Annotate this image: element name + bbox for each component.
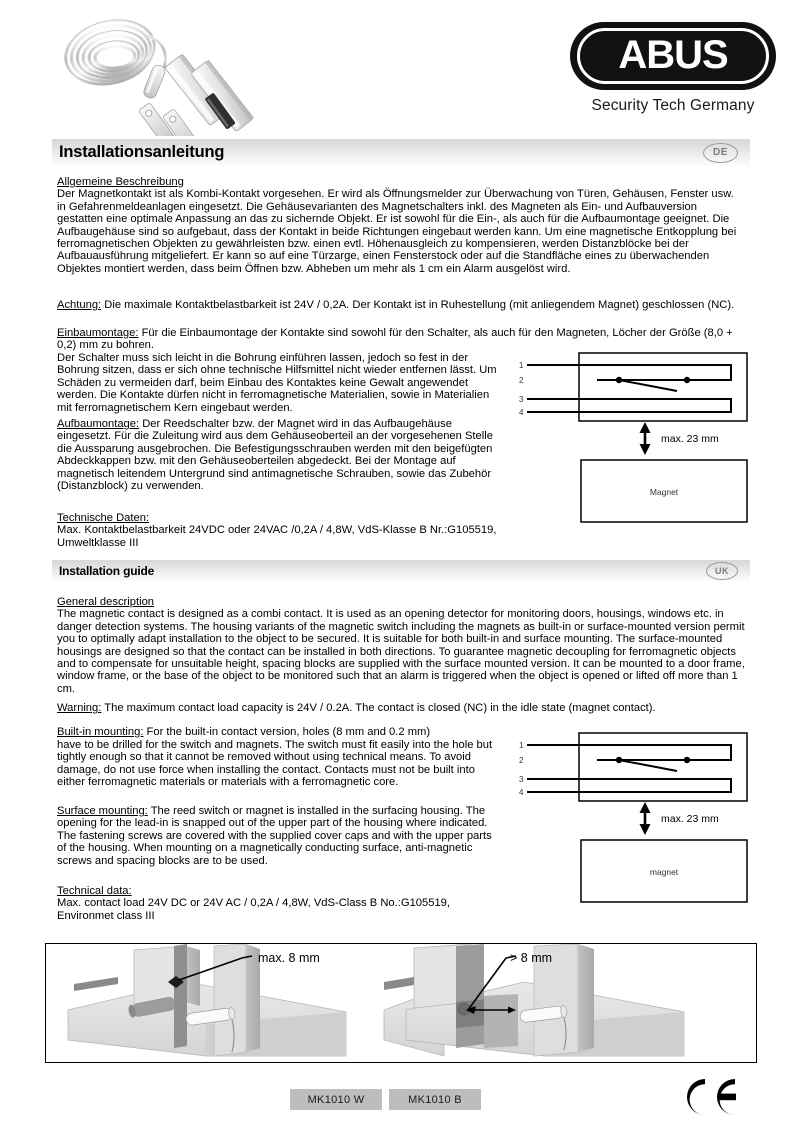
wiring-diagram-uk-graphic [505,728,757,908]
language-badge-de: DE [703,143,738,163]
uk-general-body: The magnetic contact is designed as a combi contact. It is used as an opening detector for monitoring doors, housings, windows etc. in danger detection systems. The housing variants of the magnetic switch including the magnets as built-in or surface-mounted version permit you to optimally adapt installation to the object to be secured. It is suitable for both built-in and surface mounting. The surface-mounted housings are designed so that the contact can be installed in both directions. To guarantee magnetic decoupling for ferromagnetic objects and to compensate for unsuitable height, spacing blocks are supplied with the surface mounted version. It can be mounted to a door frame, window frame, or the base of the object to be monitored such that an alarm is triggered when the object is opened or lifted off more than 1 cm. [57,608,745,695]
de-builtin-body: Für die Einbaumontage der Kontakte sind sowohl für den Schalter, als auch für den Magneten, Löcher der Größe (8,0 + 0,2) mm zu bohren. [57,327,733,352]
abus-logo-wordmark: ABUS [618,32,728,77]
de-warning-block [57,299,745,311]
uk-tech-body: Max. contact load 24V DC or 24V AC / 0,2A / 4,8W, VdS-Class B No.:G105519, Environmet class III [57,897,451,922]
de-general-body: Der Magnetkontakt ist als Kombi-Kontakt vorgesehen. Er wird als Öffnungsmelder zur Überwachung von Türen, Gehäusen, Fenster usw. in Gefahrenmeldeanlagen eingesetzt. Die Gehäusevarianten des Magnetschalters inkl. des Magneten als Ein- und Aufbauversion gestatten eine optimale Anpassung an das zu sichernde Objekt. Er ist sowohl für die Ein-, als auch für die Aufbaumontage geeignet. Die Aufbaugehäuse sind so aufgebaut, dass der Kontakt in beide Richtungen eingebaut werden kann. Um eine magnetische Entkopplung bei ferromagnetischen Objekten zu gewährleisten bzw. einen evtl. Höhenausgleich zu kompensieren, werden Distanzblöcke bei der Aufbauausführung mitgeliefert. Er kann so auf eine Türzarge, einen Fensterstock oder auf die Standfläche eines zu überwachenden Objektes montiert werden, dass beim Öffnen bzw. Abheben um mehr als 1 cm ein Alarm ausgelöst wird. [57,188,737,275]
de-tech-label: Technische Daten: [57,512,150,524]
illustration-right-label: > 8 mm [510,951,553,965]
product-photo [48,8,298,136]
de-warning-body: Die maximale Kontaktbelastbarkeit ist 24V / 0,2A. Der Kontakt ist in Ruhestellung (mit anliegendem Magnet) geschlossen (NC). [101,299,735,311]
wiring-diagram-de-graphic [505,348,757,528]
terminal-label-2: 2 [519,756,524,765]
section-header-uk [52,560,750,581]
de-surface-block [57,418,502,492]
model-badge-white: MK1010 W [290,1089,382,1110]
de-heading-general: Allgemeine Beschreibung [57,176,184,188]
illustration-right [384,944,684,1056]
de-general-block [57,176,745,275]
terminal-label-3: 3 [519,395,524,404]
de-tech-body: Max. Kontaktbelastbarkeit 24VDC oder 24VAC /0,2A / 4,8W, VdS-Klasse B Nr.:G105519, Umweltklasse III [57,524,497,549]
de-builtin-body2: Der Schalter muss sich leicht in die Bohrung einführen lassen, jedoch so fest in der Bohrung sitzen, dass er sich ohne technische Hilfsmittel nicht wieder entfernen lässt. Um Schäden zu vermeiden darf, beim Einbau des Kontaktes keine Gewalt angewendet werden. Die Kontakte dürfen nicht in ferromagnetische Materialien, sowie in Materialien mit ferromagnetischem Kern eingebaut werden. [57,352,497,414]
uk-surface-body: The reed switch or magnet is installed in the surfacing housing. The opening for the lead-in is snapped out of the upper part of the housing where indicated. The fastening screws are covered with the supplied cover caps and with the upper parts of the housing. When mounting on a magnetically conducting surface, anti-magnetic screws and spacing blocks are to be used. [57,805,492,867]
illustration-left-label: max. 8 mm [258,951,320,965]
gap-label-de: max. 23 mm [661,433,719,445]
uk-surface-label: Surface mounting: [57,805,148,817]
uk-tech-label: Technical data: [57,885,132,897]
section-title-de: Installationsanleitung [59,143,225,161]
terminal-label-3: 3 [519,775,524,784]
terminal-label-1: 1 [519,741,524,750]
uk-warning-block [57,702,745,714]
uk-builtin-body: For the built-in contact version, holes (8 mm and 0.2 mm) [143,726,431,738]
model-badge-black: MK1010 B [389,1089,481,1110]
wiring-diagram-de [505,348,757,528]
terminal-label-2: 2 [519,376,524,385]
abus-logo-badge [570,22,776,90]
uk-builtin-label: Built-in mounting: [57,726,144,738]
uk-surface-block [57,805,502,867]
magnet-label-uk: magnet [649,867,679,877]
mounting-illustration-panel [45,943,757,1063]
section-title-uk: Installation guide [59,563,155,578]
terminal-label-1: 1 [519,361,524,370]
terminal-label-4: 4 [519,408,524,417]
mounting-illustration-graphic [46,944,756,1062]
uk-general-block [57,596,745,695]
gap-label-uk: max. 23 mm [661,813,719,825]
ce-mark-graphic [678,1075,740,1119]
illustration-left [68,944,346,1056]
de-warning-label: Achtung: [57,299,102,311]
uk-warning-label: Warning: [57,702,102,714]
uk-warning-body: The maximum contact load capacity is 24V / 0.2A. The contact is closed (NC) in the idle state (magnet contact). [101,702,656,714]
magnet-label-de: Magnet [649,487,679,497]
section-header-de [52,139,750,166]
uk-heading-general: General description [57,596,155,608]
uk-builtin-body2: have to be drilled for the switch and magnets. The switch must fit easily into the hole but tightly enough so that it cannot be removed without using technical means. To avoid damage, do not use force when installing the contact. Contacts must not be built into either ferromagnetic materials or materials with a ferromagnetic core. [57,739,493,789]
ce-mark [678,1075,740,1119]
abus-logo-tagline: Security Tech Germany [591,97,755,114]
de-surface-label: Aufbaumontage: [57,418,140,430]
de-surface-body: Der Reedschalter bzw. der Magnet wird in das Aufbaugehäuse eingesetzt. Für die Zuleitung wird aus dem Gehäuseoberteil an der vorgesehenen Stelle die Aussparung ausgebrochen. Die Befestigungsschrauben werden mit den beigefügten Abdeckkappen bzw. mit den Gehäuseoberteilen abgedeckt. Bei der Montage auf magnetisch leitendem Untergrund sind antimagnetische Schrauben, sowie das Zubehör (Distanzblock) zu verwenden. [57,418,493,493]
product-photo-graphic [48,8,298,136]
abus-logo [566,22,780,130]
language-badge-uk: UK [706,562,738,580]
de-tech-block [57,512,502,549]
terminal-label-4: 4 [519,788,524,797]
de-builtin-label: Einbaumontage: [57,327,139,339]
uk-tech-block [57,885,502,922]
wiring-diagram-uk [505,728,757,908]
